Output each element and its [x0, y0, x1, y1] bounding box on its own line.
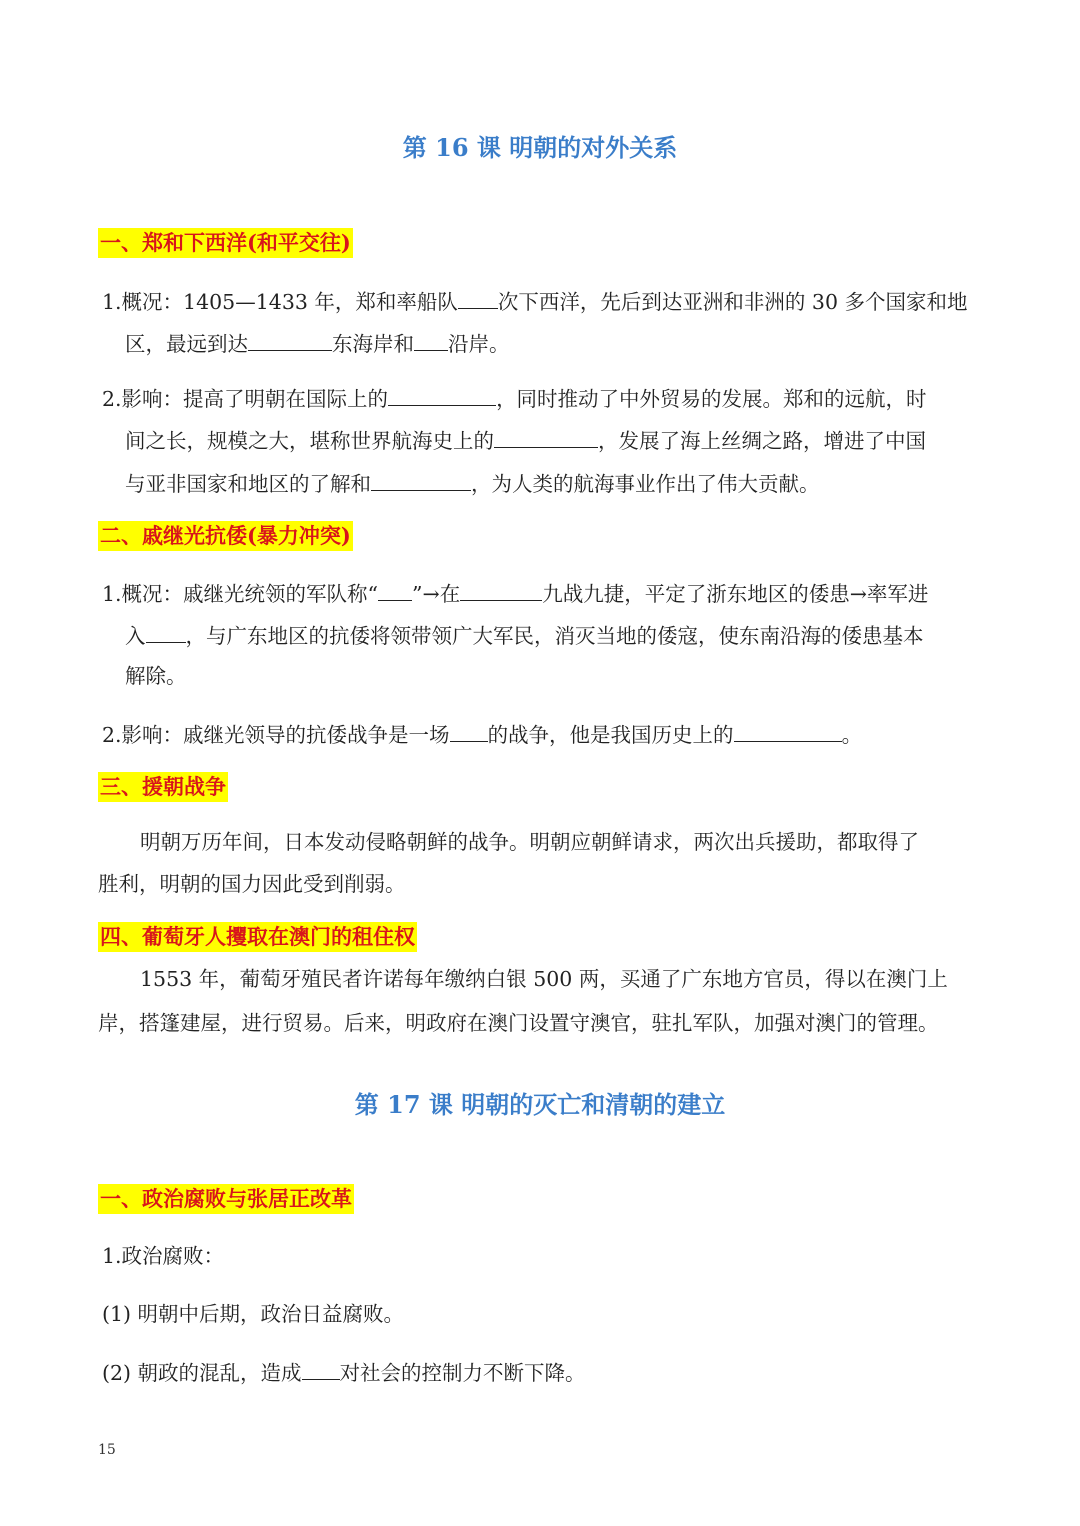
zhenghe-overview-line2: 区，最远到达 东海岸和 沿岸。	[125, 328, 510, 358]
section-heading-macau: 四、葡萄牙人攫取在澳门的租住权	[98, 922, 417, 952]
section-heading-qijiguang: 二、戚继光抗倭(暴力冲突)	[98, 521, 353, 551]
blank	[414, 328, 448, 351]
corruption-item-1: (1) 明朝中后期，政治日益腐败。	[102, 1302, 405, 1326]
lesson17-title: 第 17 课 明朝的灭亡和清朝的建立	[354, 1090, 726, 1119]
blank	[460, 578, 542, 601]
section-heading-zhenghe: 一、郑和下西洋(和平交往)	[98, 228, 353, 258]
zhenghe-impact-line3: 与亚非国家和地区的了解和 ，为人类的航海事业作出了伟大贡献。	[125, 468, 820, 498]
blank	[378, 578, 412, 601]
zhenghe-overview-line1: 1.概况：1405—1433 年，郑和率船队 次下西洋，先后到达亚洲和非洲的 30 多个国家和地	[102, 286, 968, 316]
blank	[248, 328, 332, 351]
blank	[734, 719, 842, 742]
section-heading-corruption: 一、政治腐败与张居正改革	[98, 1184, 354, 1214]
blank	[388, 383, 496, 406]
blank	[458, 286, 498, 309]
blank	[371, 468, 471, 491]
corruption-label: 1.政治腐败：	[102, 1244, 225, 1268]
korea-war-line1: 明朝万历年间，日本发动侵略朝鲜的战争。明朝应朝鲜请求，两次出兵援助，都取得了	[140, 830, 919, 854]
macau-line2: 岸，搭篷建屋，进行贸易。后来，明政府在澳门设置守澳官，驻扎军队，加强对澳门的管理。	[98, 1011, 939, 1035]
qijiguang-impact-line: 2.影响：戚继光领导的抗倭战争是一场 的战争，他是我国历史上的 。	[102, 719, 862, 749]
blank	[450, 719, 488, 742]
blank	[146, 620, 186, 643]
korea-war-line2: 胜利，明朝的国力因此受到削弱。	[98, 872, 406, 896]
qijiguang-overview-line1: 1.概况：戚继光统领的军队称“ ”→在 九战九捷，平定了浙东地区的倭患→率军进	[102, 578, 928, 608]
blank	[302, 1357, 340, 1380]
qijiguang-overview-line3: 解除。	[125, 664, 187, 688]
page-number: 15	[98, 1442, 116, 1458]
blank	[494, 425, 598, 448]
lesson16-title: 第 16 课 明朝的对外关系	[402, 133, 678, 162]
zhenghe-impact-line1: 2.影响：提高了明朝在国际上的 ，同时推动了中外贸易的发展。郑和的远航，时	[102, 383, 927, 413]
macau-line1: 1553 年，葡萄牙殖民者许诺每年缴纳白银 500 两，买通了广东地方官员，得以在澳门上	[140, 967, 948, 991]
section-heading-korea-war: 三、援朝战争	[98, 772, 228, 802]
qijiguang-overview-line2: 入 ，与广东地区的抗倭将领带领广大军民，消灭当地的倭寇，使东南沿海的倭患基本	[125, 620, 924, 650]
corruption-item-2: (2) 朝政的混乱，造成 对社会的控制力不断下降。	[102, 1357, 586, 1387]
zhenghe-impact-line2: 间之长，规模之大，堪称世界航海史上的 ，发展了海上丝绸之路，增进了中国	[125, 425, 926, 455]
